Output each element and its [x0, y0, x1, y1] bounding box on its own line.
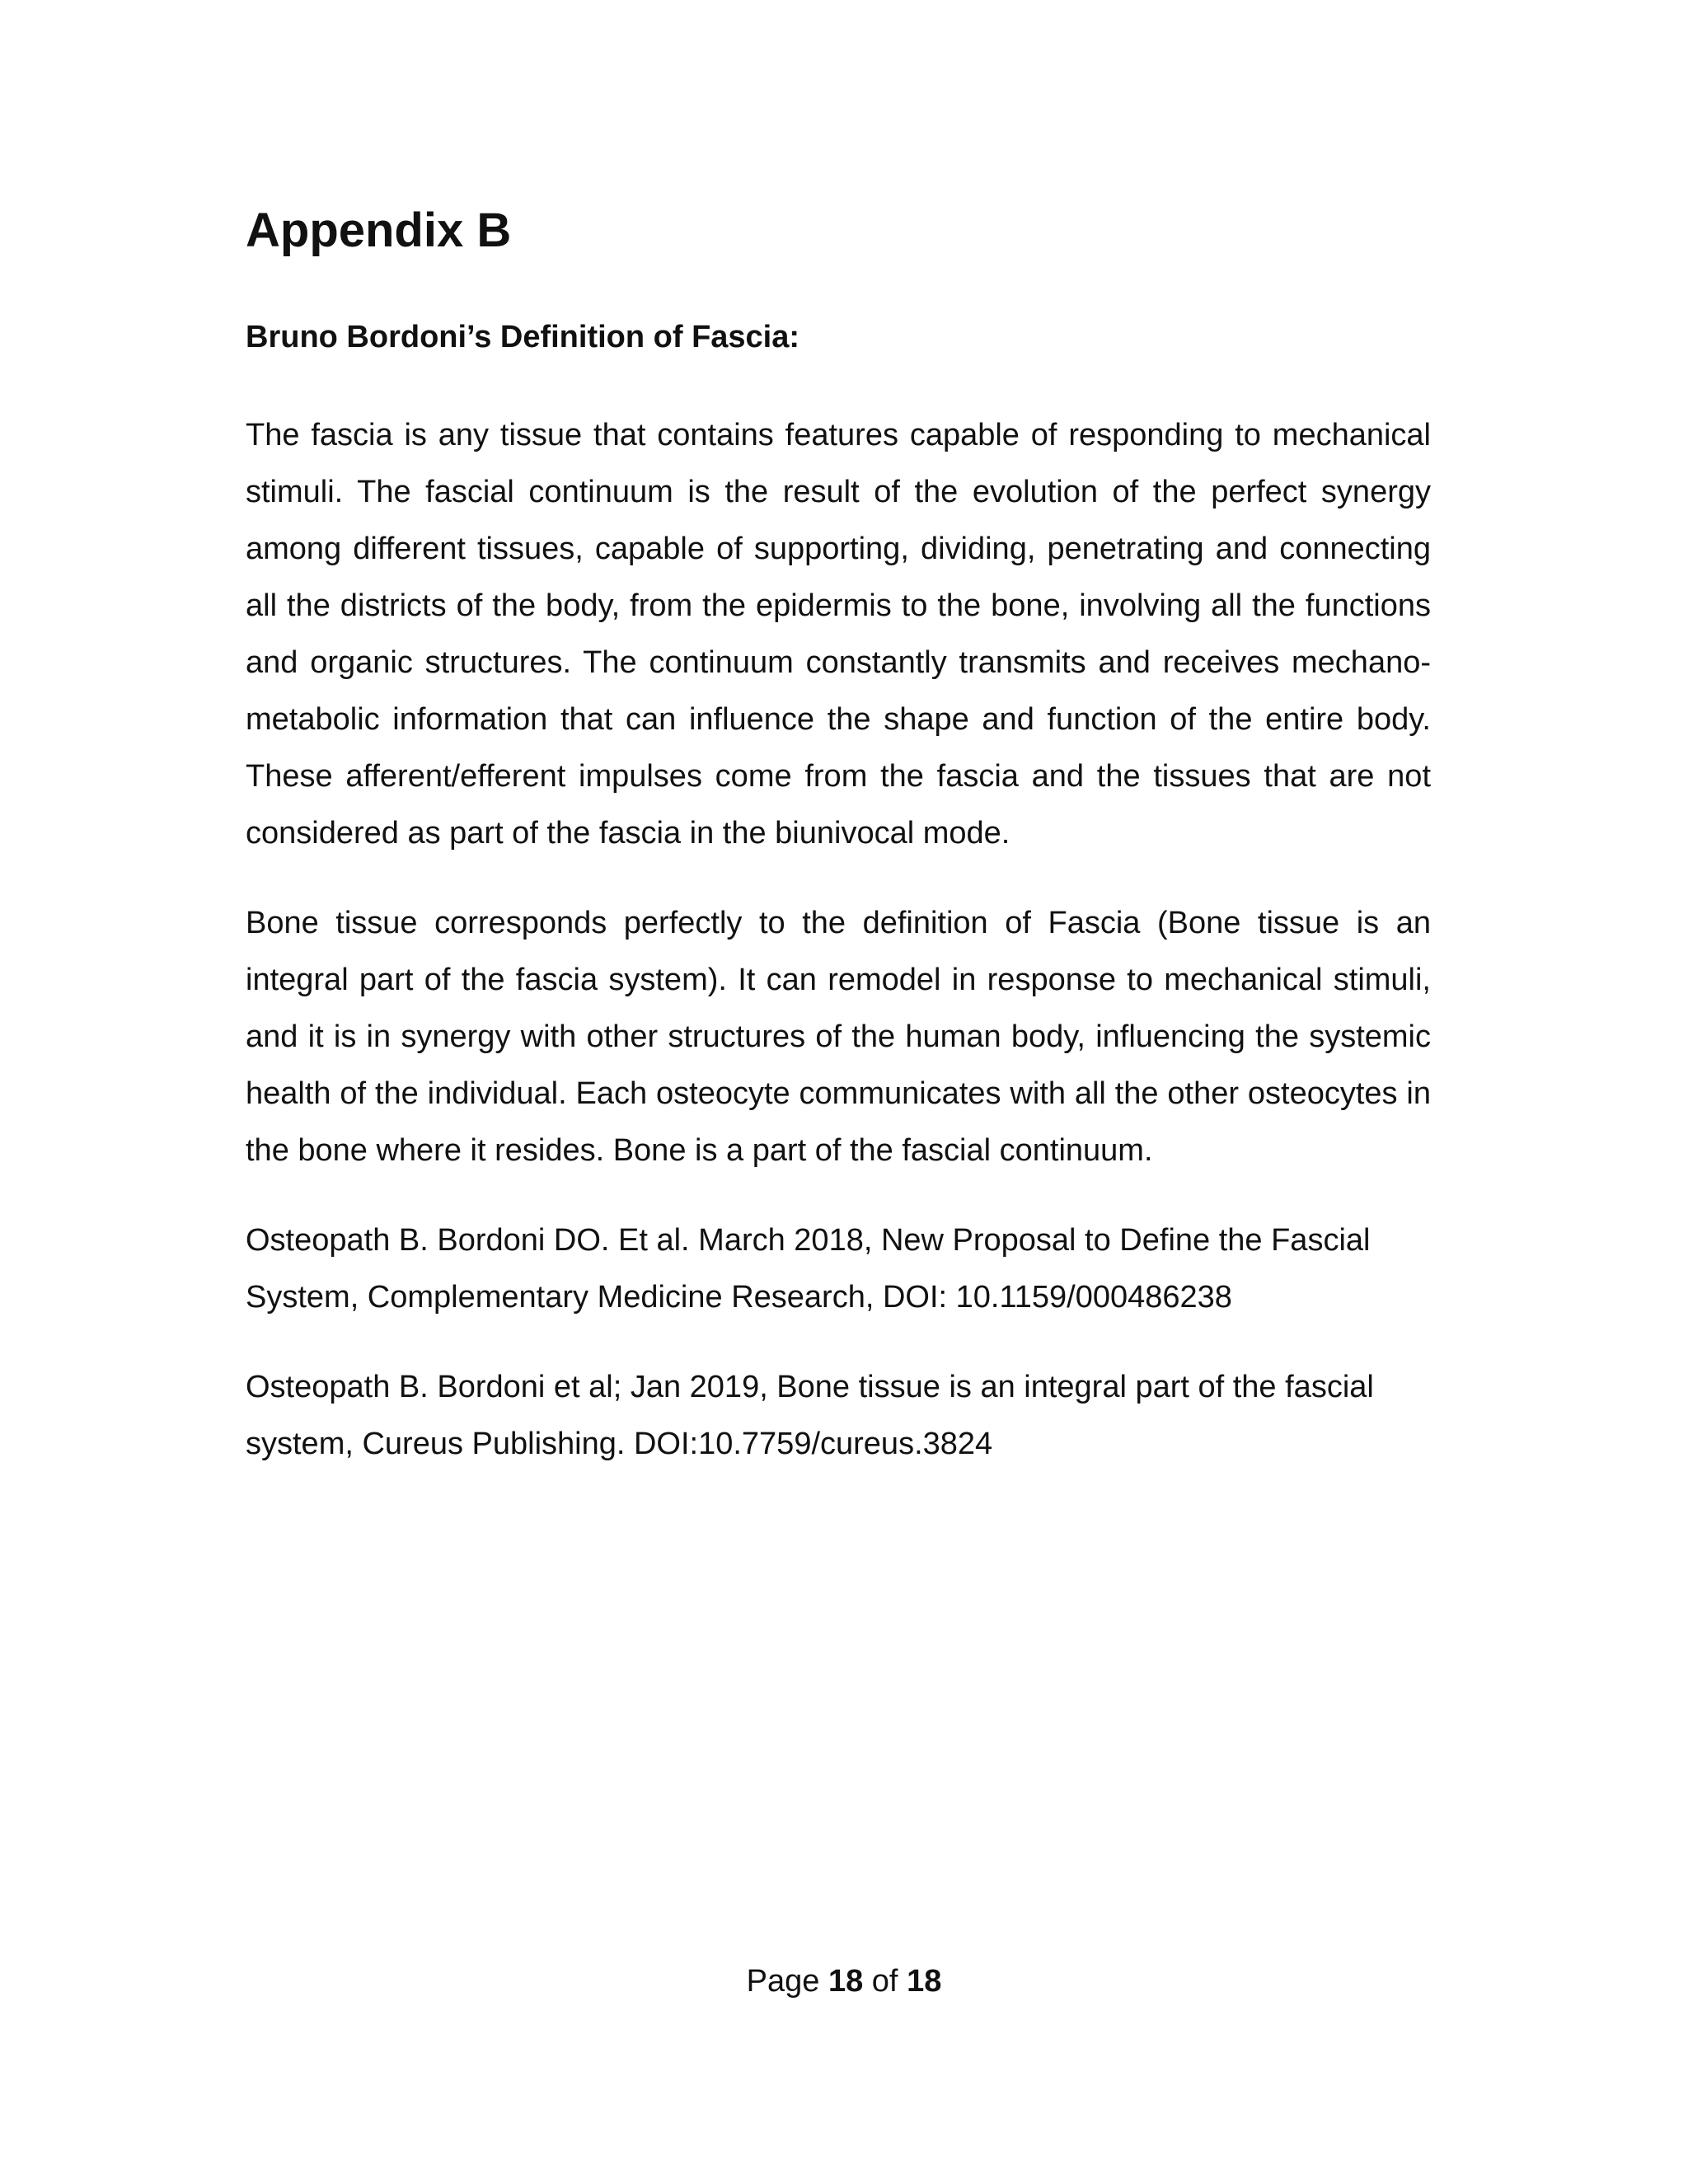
definition-heading: Bruno Bordoni’s Definition of Fascia:	[246, 319, 800, 354]
definition-paragraph-2: Bone tissue corresponds perfectly to the definition of Fascia (Bone tissue is an integral part of the fascia system). It can remodel in response to mechanical stimuli, and it is in synergy with other structures of the human body, influencing the systemic health of the individual. Each osteocyte communicates with all the other osteocytes in the bone where it resides. Bone is a part of the fascial continuum.	[246, 906, 1431, 1169]
of-label: of	[871, 1964, 898, 1999]
current-page-number: 18	[828, 1964, 864, 1999]
page-body	[246, 177, 1431, 1473]
page-footer	[0, 1963, 1688, 2001]
page-label: Page	[746, 1964, 820, 1999]
reference-1: Osteopath B. Bordoni DO. Et al. March 2018, New Proposal to Define the Fascial System, Complementary Medicine Research, DOI: 10.1159/000486238	[246, 1223, 1371, 1315]
reference-2: Osteopath B. Bordoni et al; Jan 2019, Bone tissue is an integral part of the fascial system, Cureus Publishing. DOI:10.7759/cureus.3824	[246, 1370, 1374, 1462]
definition-paragraph-1: The fascia is any tissue that contains features capable of responding to mechanical stimuli. The fascial continuum is the result of the evolution of the perfect synergy among different tissues, capable of supporting, dividing, penetrating and connecting all the districts of the body, from the epidermis to the bone, involving all the functions and organic structures. The continuum constantly transmits and receives mechano-metabolic information that can influence the shape and function of the entire body. These afferent/efferent impulses come from the fascia and the tissues that are not considered as part of the fascia in the biunivocal mode.	[246, 418, 1431, 851]
total-pages-number: 18	[907, 1964, 942, 1999]
appendix-title: Appendix B	[246, 204, 512, 257]
